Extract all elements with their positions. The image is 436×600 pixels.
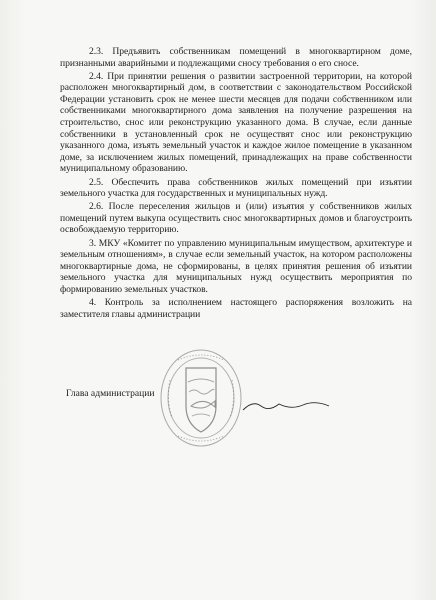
- paragraph-3: 3. МКУ «Комитет по управлению муниципальным имуществом, архитектуре и земельным отношениям», в случае если земельный участок, на котором расположены многоквартирные дома, не сформированы, в целях принятия решения об изъятии земельного участка для муниципальных нужд осуществить мероприятия по формированию земельных участков.: [60, 237, 412, 295]
- seal-emblem-icon: [158, 346, 244, 450]
- signature-block: [66, 346, 416, 466]
- paragraph-2-3: 2.3. Предъявить собственникам помещений в многоквартирном доме, признанными аварийными и подлежащими сносу требования о его сносе.: [60, 46, 412, 69]
- paragraph-2-4: 2.4. При принятии решения о развитии застроенной территории, на которой расположен многоквартирный дом, в соответствии с законодательством Российской Федерации установить срок не менее шести месяцев для подачи собственником или собственниками многоквартирного дома заявления на получение разрешения на строительство, снос или реконструкцию указанного дома. В случае, если данные собственники в установленный срок не осуществят снос или реконструкцию указанного дома, изъять земельный участок и каждое жилое помещение в указанном доме, за исключением жилых помещений, принадлежащих на праве собственности муниципальному образованию.: [60, 70, 412, 175]
- official-seal-stamp: [158, 346, 244, 450]
- paragraph-2-5: 2.5. Обеспечить права собственников жилых помещений при изъятии земельного участка для государственных и муниципальных нужд.: [60, 176, 412, 200]
- document-body: [60, 46, 412, 322]
- paragraph-4: 4. Контроль за исполнением настоящего распоряжения возложить на заместителя главы администрации: [60, 296, 412, 320]
- paragraph-2-6: 2.6. После переселения жильцов и (или) изъятия у собственников жилых помещений путем выкупа осуществить снос многоквартирных домов и благоустроить освобождаемую территорию.: [60, 201, 412, 236]
- signatory-position: Глава администрации: [66, 388, 155, 399]
- handwritten-signature: [241, 396, 331, 416]
